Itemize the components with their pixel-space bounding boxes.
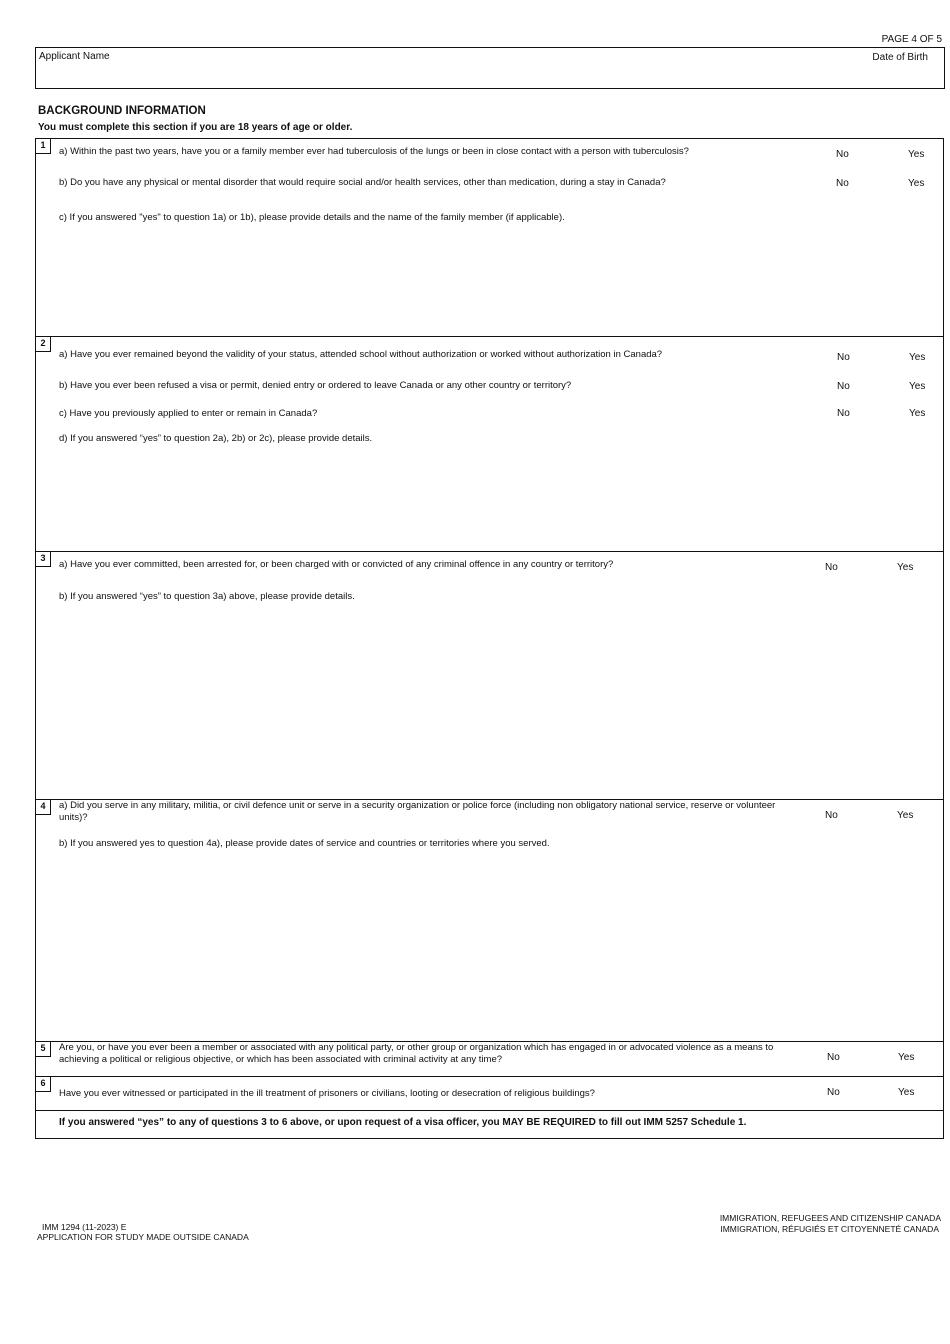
question-2b-no[interactable]: No (837, 381, 850, 392)
question-6-no[interactable]: No (827, 1087, 840, 1098)
question-1-number: 1 (35, 138, 51, 154)
date-of-birth-input[interactable] (762, 64, 942, 86)
divider-notice (35, 1110, 944, 1111)
applicant-header-box (35, 47, 945, 89)
agency-name-en: IMMIGRATION, REFUGEES AND CITIZENSHIP CANADA (719, 1213, 941, 1223)
divider-q3 (35, 551, 944, 552)
question-3b-text: b) If you answered “yes” to question 3a) above, please provide details. (59, 591, 355, 602)
divider-q2 (35, 336, 944, 337)
frame-left (35, 138, 36, 1139)
question-1a-text: a) Within the past two years, have you or a family member ever had tuberculosis of the lungs or been in close contact with a person with tuberculosis? (59, 146, 689, 157)
question-3-number: 3 (35, 551, 51, 567)
question-4a-no[interactable]: No (825, 810, 838, 821)
question-2c-no[interactable]: No (837, 408, 850, 419)
question-6-yes[interactable]: Yes (898, 1087, 915, 1098)
question-5-yes[interactable]: Yes (898, 1052, 915, 1063)
question-5-number: 5 (35, 1041, 51, 1057)
question-2a-text: a) Have you ever remained beyond the validity of your status, attended school without authorization or worked without authorization in Canada? (59, 349, 663, 360)
agency-name-fr: IMMIGRATION, RÉFUGIÉS ET CITOYENNETÉ CANADA (720, 1224, 939, 1234)
question-1b-no[interactable]: No (836, 178, 849, 189)
applicant-name-label: Applicant Name (39, 51, 110, 62)
question-5-text: Are you, or have you ever been a member or associated with any political party, or other group or organization which has engaged in or advocated violence as a means to achieving a political or religious objective, or which has been associated with criminal activity at any time? (59, 1042, 774, 1065)
question-2d-text: d) If you answered “yes” to question 2a), 2b) or 2c), please provide details. (59, 433, 373, 444)
question-4-number: 4 (35, 799, 51, 815)
section-title: BACKGROUND INFORMATION (38, 105, 206, 117)
question-6-text: Have you ever witnessed or participated in the ill treatment of prisoners or civilians, looting or desecration of religious buildings? (59, 1088, 595, 1099)
question-2c-yes[interactable]: Yes (909, 408, 926, 419)
frame-bottom (35, 1138, 944, 1139)
applicant-name-input[interactable] (38, 64, 738, 86)
question-2-number: 2 (35, 336, 51, 352)
question-2b-text: b) Have you ever been refused a visa or permit, denied entry or ordered to leave Canada or any other country or territory? (59, 380, 572, 391)
question-2a-yes[interactable]: Yes (909, 352, 926, 363)
question-3a-no[interactable]: No (825, 562, 838, 573)
question-1b-text: b) Do you have any physical or mental disorder that would require social and/or health services, other than medication, during a stay in Canada? (59, 177, 666, 188)
question-1c-text: c) If you answered "yes" to question 1a) or 1b), please provide details and the name of the family member (if applicable). (59, 212, 565, 223)
question-4a-yes[interactable]: Yes (897, 810, 914, 821)
question-4a-text: a) Did you serve in any military, militia, or civil defence unit or serve in a security organization or police force (including non obligatory national service, reserve or volunteer units)? (59, 800, 776, 823)
question-1c-details-field[interactable] (58, 228, 938, 332)
question-3a-yes[interactable]: Yes (897, 562, 914, 573)
question-2a-no[interactable]: No (837, 352, 850, 363)
schedule-1-notice: If you answered “yes” to any of questions 3 to 6 above, or upon request of a visa officer, you MAY BE REQUIRED to fill out IMM 5257 Schedule 1. (59, 1117, 747, 1128)
question-5-no[interactable]: No (827, 1052, 840, 1063)
page-number: PAGE 4 OF 5 (881, 34, 942, 45)
divider-q6 (35, 1076, 944, 1077)
form-title: APPLICATION FOR STUDY MADE OUTSIDE CANADA (37, 1232, 249, 1242)
question-3a-text: a) Have you ever committed, been arrested for, or been charged with or convicted of any criminal offence in any country or territory? (59, 559, 614, 570)
frame-right (943, 138, 944, 1139)
question-4b-text: b) If you answered yes to question 4a), please provide dates of service and countries or territories where you served. (59, 838, 550, 849)
question-6-number: 6 (35, 1076, 51, 1092)
question-1a-no[interactable]: No (836, 149, 849, 160)
question-2c-text: c) Have you previously applied to enter or remain in Canada? (59, 408, 318, 419)
question-1b-yes[interactable]: Yes (908, 178, 925, 189)
section-instruction: You must complete this section if you are 18 years of age or older. (38, 122, 353, 133)
form-code: IMM 1294 (11-2023) E (42, 1222, 127, 1232)
question-4b-details-field[interactable] (58, 854, 938, 1036)
question-3b-details-field[interactable] (58, 607, 938, 793)
frame-top (35, 138, 944, 139)
question-2d-details-field[interactable] (58, 448, 938, 546)
date-of-birth-label: Date of Birth (872, 52, 928, 63)
question-2b-yes[interactable]: Yes (909, 381, 926, 392)
question-1a-yes[interactable]: Yes (908, 149, 925, 160)
